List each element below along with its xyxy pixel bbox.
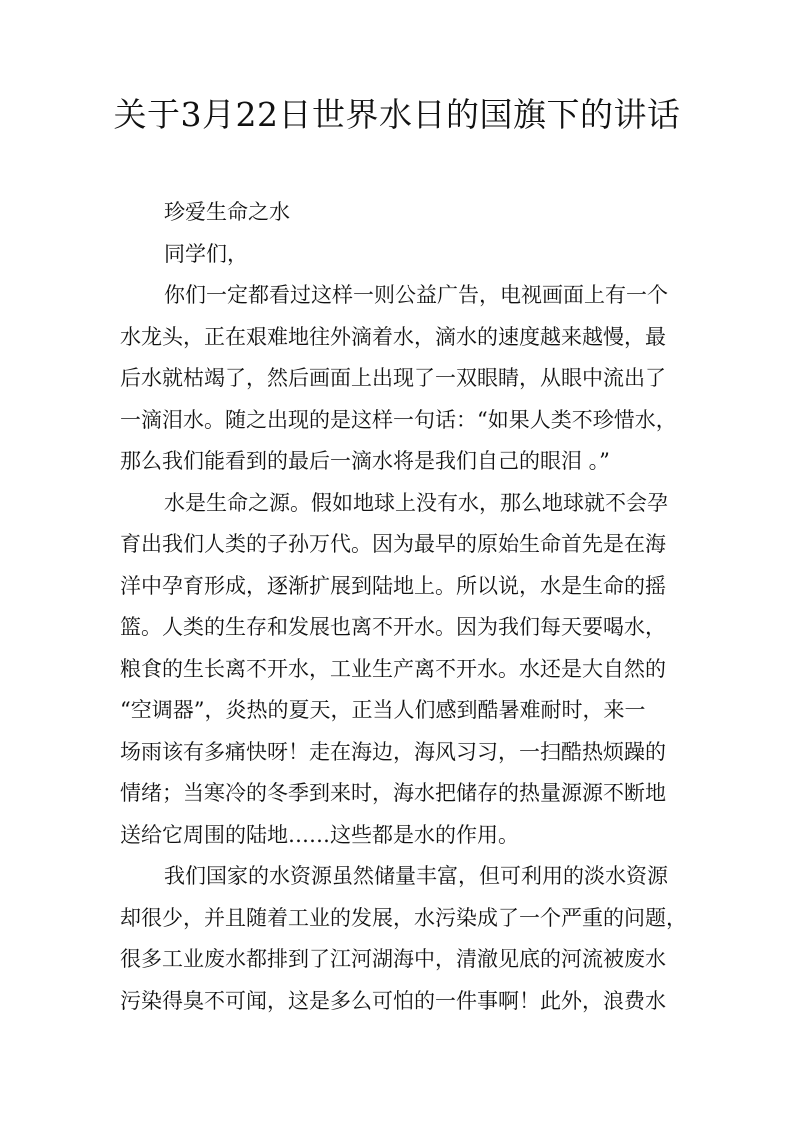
paragraph-line: 你们一定都看过这样一则公益广告，电视画面上有一个 (164, 283, 668, 307)
paragraph-line: 送给它周围的陆地……这些都是水的作用。 (120, 822, 519, 847)
document-body (120, 192, 687, 1022)
paragraph-line: “空调器”，炎热的夏天，正当人们感到酷暑难耐时，来一 (120, 698, 646, 722)
greeting: 同学们， (164, 241, 248, 266)
paragraph-line: 情绪；当寒冷的冬季到来时，海水把储存的热量源源不断地 (120, 781, 666, 805)
paragraph-line: 却很少，并且随着工业的发展，水污染成了一个严重的问题， (120, 905, 687, 930)
paragraph-line: 篮。人类的生存和发展也离不开水。因为我们每天要喝水， (120, 615, 666, 639)
paragraph-line: 水龙头，正在艰难地往外滴着水，滴水的速度越来越慢，最 (120, 324, 666, 349)
paragraph-3 (120, 856, 687, 1022)
paragraph-line: 洋中孕育形成，逐渐扩展到陆地上。所以说，水是生命的摇 (120, 573, 666, 598)
paragraph-line: 我们国家的水资源虽然储量丰富，但可利用的淡水资源 (164, 864, 668, 888)
document-subtitle: 珍爱生命之水 (164, 200, 290, 224)
paragraph-line: 后水就枯竭了，然后画面上出现了一双眼睛，从眼中流出了 (120, 366, 666, 390)
paragraph-line: 一滴泪水。随之出现的是这样一句话：“如果人类不珍惜水， (120, 407, 677, 432)
paragraph-line: 场雨该有多痛快呀！走在海边，海风习习，一扫酷热烦躁的 (120, 739, 666, 764)
paragraph-1 (120, 275, 680, 483)
paragraph-2 (120, 483, 680, 857)
paragraph-line: 很多工业废水都排到了江河湖海中，清澈见底的河流被废水 (120, 947, 666, 971)
paragraph-line: 育出我们人类的子孙万代。因为最早的原始生命首先是在海 (120, 532, 666, 556)
paragraph-line: 污染得臭不可闻，这是多么可怕的一件事啊！此外，浪费水 (120, 988, 666, 1013)
paragraph-line: 水是生命之源。假如地球上没有水，那么地球就不会孕 (164, 490, 668, 515)
paragraph-line: 粮食的生长离不开水，工业生产离不开水。水还是大自然的 (120, 656, 666, 681)
paragraph-line: 那么我们能看到的最后一滴水将是我们自己的眼泪 。” (120, 449, 610, 473)
document-title: 关于3月22日世界水日的国旗下的讲话 (113, 95, 681, 134)
